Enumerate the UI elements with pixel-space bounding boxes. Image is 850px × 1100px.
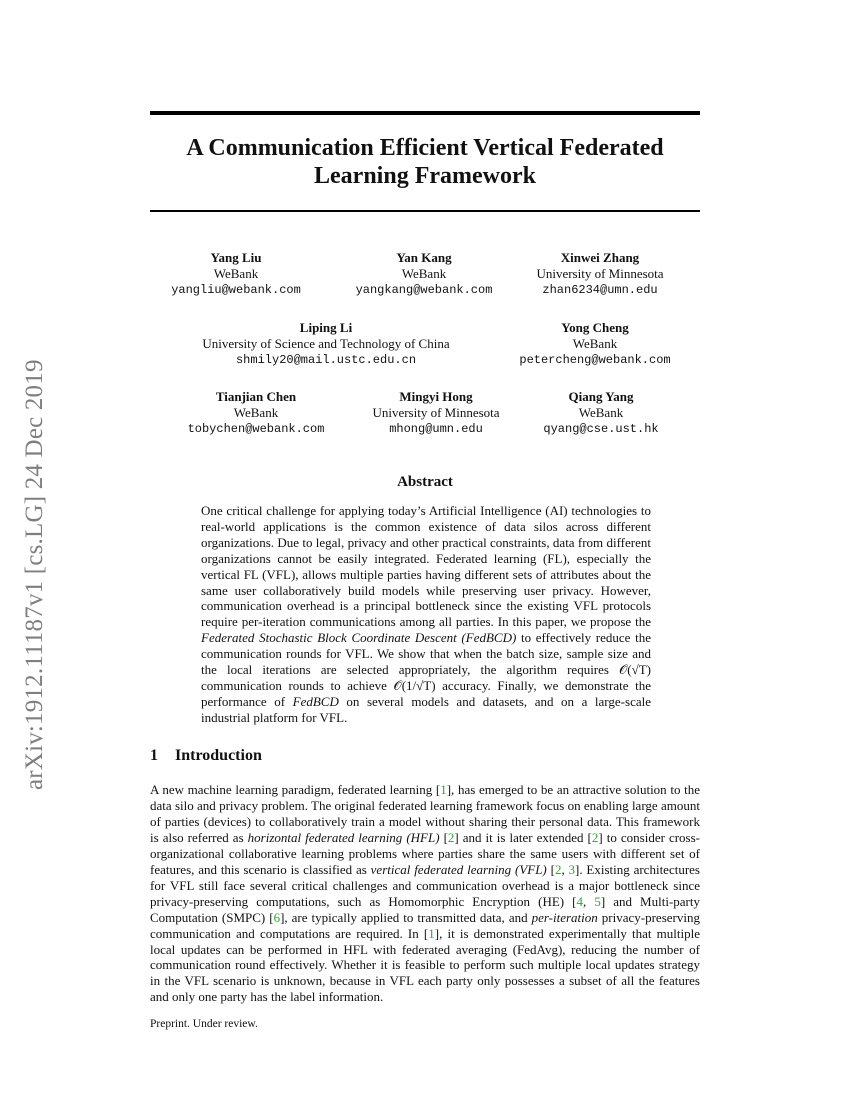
body-text: , <box>561 861 569 877</box>
author-block <box>176 389 336 437</box>
author-affiliation: WeBank <box>233 405 279 420</box>
citation-link[interactable]: 2 <box>591 829 599 845</box>
author-block <box>500 320 690 368</box>
author-affiliation: WeBank <box>572 336 618 351</box>
author-email[interactable]: yangkang@webank.com <box>355 283 493 297</box>
body-text: [ <box>439 829 448 845</box>
term-emphasis: horizontal federated learning (HFL) <box>247 829 440 845</box>
author-affiliation: WeBank <box>578 405 624 420</box>
author-email[interactable]: petercheng@webank.com <box>519 353 671 367</box>
paper-title <box>150 134 700 190</box>
body-text: ]. Existing architectures for VFL still face several critical challenges and communication overhead is a major bottleneck since privacy-preserving computations, such as Homomorphic Encryption (HE) [ <box>150 861 700 909</box>
citation-link[interactable]: 6 <box>273 909 281 925</box>
citation-link[interactable]: 2 <box>447 829 455 845</box>
paper-title-line-1: A Communication Efficient Vertical Federated <box>186 135 664 161</box>
citation-link[interactable]: 4 <box>576 893 583 909</box>
term-emphasis: per-iteration <box>531 909 598 925</box>
arxiv-identifier-stamp: arXiv:1912.11187v1 [cs.LG] 24 Dec 2019 <box>21 359 48 790</box>
author-name: Mingyi Hong <box>399 389 473 404</box>
body-text: ] and Multi-party Computation (SMPC) [ <box>150 893 700 925</box>
author-name: Qiang Yang <box>568 389 634 404</box>
body-text: privacy-preserving communication and computations are required. In [ <box>150 909 700 941</box>
author-name: Xinwei Zhang <box>560 250 640 265</box>
math-expression: 𝒪(1/√T) <box>393 677 436 693</box>
abstract-heading: Abstract <box>397 474 453 490</box>
citation-link[interactable]: 5 <box>594 893 601 909</box>
author-name: Yong Cheng <box>561 320 629 335</box>
author-name: Yang Liu <box>210 250 262 265</box>
abstract-text: to effectively reduce the communication rounds for VFL. We show that when the batch size, sample size and the local iterations are selected appropriately, the algorithm requires <box>201 630 651 678</box>
body-text: ] and it is later extended [ <box>454 829 592 845</box>
author-block <box>522 250 678 298</box>
author-block <box>528 389 674 437</box>
author-block <box>344 250 504 298</box>
citation-link[interactable]: 1 <box>440 782 447 797</box>
author-email[interactable]: zhan6234@umn.edu <box>542 283 658 297</box>
title-top-rule <box>150 111 700 115</box>
author-email[interactable]: qyang@cse.ust.hk <box>543 422 659 436</box>
method-name: Federated Stochastic Block Coordinate Descent (FedBCD) <box>201 630 517 646</box>
introduction-paragraph <box>150 782 700 1005</box>
method-name-short: FedBCD <box>292 693 339 709</box>
author-block <box>176 320 476 368</box>
author-affiliation: University of Minnesota <box>536 266 664 281</box>
body-text: A new machine learning paradigm, federated learning [ <box>150 782 441 797</box>
abstract-text: accuracy. Finally, we demonstrate the performance of <box>201 677 651 709</box>
citation-link[interactable]: 1 <box>428 925 435 941</box>
author-affiliation: University of Minnesota <box>372 405 500 420</box>
section-heading <box>150 747 262 765</box>
author-block <box>356 389 516 437</box>
abstract-text: on several models and datasets, and on a large-scale industrial platform for VFL. <box>201 693 651 725</box>
citation-link[interactable]: 2 <box>554 861 562 877</box>
paper-title-line-2: Learning Framework <box>314 163 536 189</box>
body-text: [ <box>546 861 555 877</box>
body-text: ], are typically applied to transmitted data, and <box>280 909 532 925</box>
section-title: Introduction <box>175 747 262 764</box>
body-text: ], it is demonstrated experimentally that multiple local updates can be performed in HFL with federated averaging (FedAvg), reducing the number of communication round effectively. Whether it is feasible to perform such multiple local updates strategy in the VFL scenario is unknown, because in VFL each party only possesses a subset of all the features and only one party has the label information. <box>150 925 700 1005</box>
author-name: Liping Li <box>299 320 353 335</box>
citation-link[interactable]: 3 <box>568 861 576 877</box>
author-block <box>168 250 304 298</box>
title-bottom-rule <box>150 210 700 212</box>
author-affiliation: WeBank <box>213 266 259 281</box>
author-affiliation: WeBank <box>401 266 447 281</box>
body-text: ] to consider cross-organizational collaborative learning problems where parties share the same users with different set of features, and this scenario is classified as <box>150 829 700 877</box>
author-email[interactable]: shmily20@mail.ustc.edu.cn <box>235 353 417 367</box>
term-emphasis: vertical federated learning (VFL) <box>370 861 547 877</box>
author-email[interactable]: tobychen@webank.com <box>187 422 325 436</box>
section-number: 1 <box>150 747 158 764</box>
author-affiliation: University of Science and Technology of China <box>202 336 450 351</box>
abstract-text: One critical challenge for applying today’s Artificial Intelligence (AI) technologies to real-world applications is the common existence of data silos across different organizations. Due to legal, privacy and other practical constraints, data from different organizations cannot be easily integrated. Federated learning (FL), especially the vertical FL (VFL), allows multiple parties having different sets of attributes about the same user collaboratively build models while preserving user privacy. However, communication overhead is a principal bottleneck since the existing VFL protocols require per-iteration communications among all parties. In this paper, we propose the <box>201 503 651 630</box>
author-name: Tianjian Chen <box>215 389 297 404</box>
preprint-footer-note: Preprint. Under review. <box>150 1018 258 1030</box>
author-name: Yan Kang <box>396 250 452 265</box>
abstract-body <box>201 503 651 726</box>
math-expression: 𝒪(√T) <box>619 662 651 678</box>
body-text: ], has emerged to be an attractive solution to the data silo and privacy problem. The original federated learning framework focus on enabling large amount of parties (devices) to collaboratively train a model without sharing their personal data. This framework is also referred as <box>150 782 700 845</box>
body-text: , <box>583 893 595 909</box>
abstract-text: communication rounds to achieve <box>201 677 394 693</box>
author-email[interactable]: yangliu@webank.com <box>171 283 301 297</box>
author-email[interactable]: mhong@umn.edu <box>389 422 483 436</box>
